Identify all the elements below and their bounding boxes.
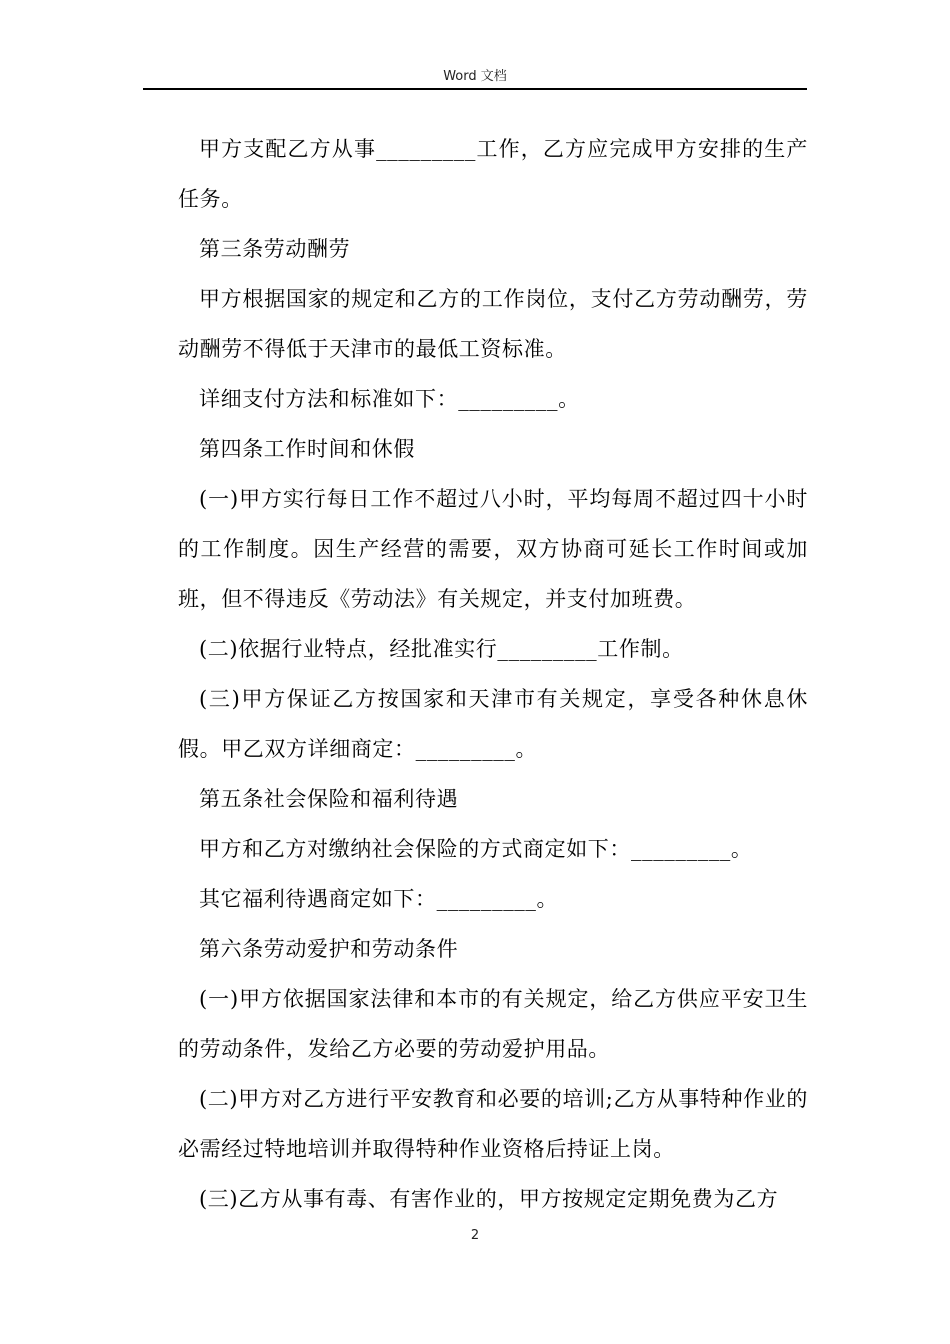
paragraph-working-hours: (一)甲方实行每日工作不超过八小时，平均每周不超过四十小时的工作制度。因生产经营的需要，双方协商可延长工作时间或加班，但不得违反《劳动法》有关规定，并支付加班费。 bbox=[178, 487, 808, 611]
paragraph-remuneration: 甲方根据国家的规定和乙方的工作岗位，支付乙方劳动酬劳，劳动酬劳不得低于天津市的最低工资标准。 bbox=[178, 287, 808, 361]
heading-article-5: 第五条社会保险和福利待遇 bbox=[199, 787, 459, 811]
paragraph-social-insurance: 甲方和乙方对缴纳社会保险的方式商定如下：_________。 bbox=[199, 837, 753, 861]
paragraph-payment-method: 详细支付方法和标准如下：_________。 bbox=[199, 387, 580, 411]
paragraph-safety-training: (二)甲方对乙方进行平安教育和必要的培训;乙方从事特种作业的必需经过特地培训并取得特种作业资格后持证上岗。 bbox=[178, 1087, 808, 1161]
paragraph-work-assignment: 甲方支配乙方从事_________工作，乙方应完成甲方安排的生产任务。 bbox=[178, 137, 808, 211]
paragraph-other-benefits: 其它福利待遇商定如下：_________。 bbox=[199, 887, 559, 911]
document-body bbox=[178, 124, 808, 1224]
paragraph-holidays: (三)甲方保证乙方按国家和天津市有关规定，享受各种休息休假。甲乙双方详细商定：_________。 bbox=[178, 687, 808, 761]
heading-article-3: 第三条劳动酬劳 bbox=[199, 237, 351, 261]
paragraph-hazardous-work: (三)乙方从事有毒、有害作业的，甲方按规定定期免费为乙方 bbox=[199, 1187, 779, 1211]
header-rule bbox=[143, 88, 807, 90]
page-header: Word 文档 bbox=[443, 69, 507, 84]
paragraph-safety-conditions: (一)甲方依据国家法律和本市的有关规定，给乙方供应平安卫生的劳动条件，发给乙方必要的劳动爱护用品。 bbox=[178, 987, 808, 1061]
page-number: 2 bbox=[470, 1228, 480, 1243]
heading-article-6: 第六条劳动爱护和劳动条件 bbox=[199, 937, 459, 961]
heading-article-4: 第四条工作时间和休假 bbox=[199, 437, 415, 461]
paragraph-work-system: (二)依据行业特点，经批准实行_________工作制。 bbox=[199, 637, 684, 661]
